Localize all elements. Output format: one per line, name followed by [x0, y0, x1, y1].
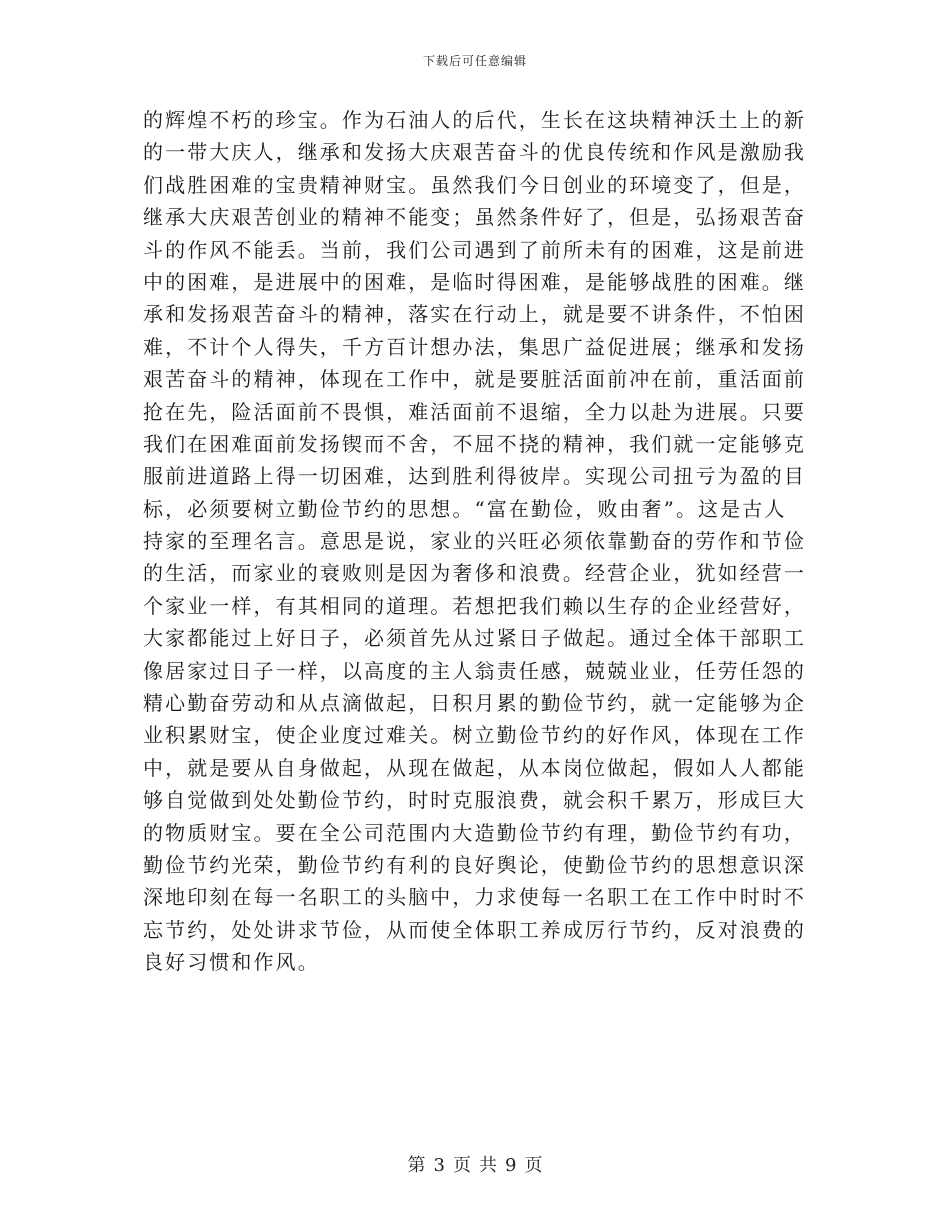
body-line: 业积累财宝，使企业度过难关。树立勤俭节约的好作风，体现在工作 [143, 723, 806, 748]
body-line: 中，就是要从自身做起，从现在做起，从本岗位做起，假如人人都能 [143, 755, 806, 780]
body-line: 忘节约，处处讲求节俭，从而使全体职工养成厉行节约，反对浪费的 [143, 917, 806, 942]
body-line: 抢在先，险活面前不畏惧，难活面前不退缩，全力以赴为进展。只要 [143, 399, 806, 424]
body-line: 良好习惯和作风。 [143, 950, 320, 975]
body-line: 承和发扬艰苦奋斗的精神，落实在行动上，就是要不讲条件，不怕困 [143, 302, 806, 327]
body-line: 中的困难，是进展中的困难，是临时得困难，是能够战胜的困难。继 [143, 269, 806, 294]
document-body [143, 104, 806, 979]
page-footer-total-word: 共 [479, 1155, 497, 1176]
current-page-number: 3 [433, 1155, 445, 1176]
page-footer-suffix: 页 [524, 1155, 543, 1176]
page-number-footer [0, 1151, 950, 1177]
page-footer-page-word: 页 [453, 1155, 471, 1176]
body-line: 的物质财宝。要在全公司范围内大造勤俭节约有理，勤俭节约有功， [143, 820, 806, 845]
body-line: 难，不计个人得失，千方百计想办法，集思广益促进展；继承和发扬 [143, 334, 806, 359]
body-line: 勤俭节约光荣，勤俭节约有利的良好舆论，使勤俭节约的思想意识深 [143, 852, 806, 877]
body-line: 继承大庆艰苦创业的精神不能变；虽然条件好了，但是，弘扬艰苦奋 [143, 205, 806, 230]
body-line: 够自觉做到处处勤俭节约，时时克服浪费，就会积千累万，形成巨大 [143, 788, 806, 813]
body-line: 艰苦奋斗的精神，体现在工作中，就是要脏活面前冲在前，重活面前 [143, 367, 806, 392]
body-line: 斗的作风不能丢。当前，我们公司遇到了前所未有的困难，这是前进 [143, 237, 806, 262]
body-line: 精心勤奋劳动和从点滴做起，日积月累的勤俭节约，就一定能够为企 [143, 691, 806, 716]
body-line: 服前进道路上得一切困难，达到胜利得彼岸。实现公司扭亏为盈的目 [143, 464, 806, 489]
body-line: 的辉煌不朽的珍宝。作为石油人的后代，生长在这块精神沃土上的新 [143, 108, 806, 132]
body-line: 深地印刻在每一名职工的头脑中，力求使每一名职工在工作中时时不 [143, 885, 806, 910]
body-line: 个家业一样，有其相同的道理。若想把我们赖以生存的企业经营好， [143, 593, 806, 618]
body-line: 持家的至理名言。意思是说，家业的兴旺必须依靠勤奋的劳作和节俭 [143, 529, 806, 554]
page-footer-prefix: 第 [407, 1155, 426, 1176]
body-line: 像居家过日子一样，以高度的主人翁责任感，兢兢业业，任劳任怨的 [143, 658, 806, 683]
body-line: 的一带大庆人，继承和发扬大庆艰苦奋斗的优良传统和作风是激励我 [143, 140, 806, 165]
body-line: 大家都能过上好日子，必须首先从过紧日子做起。通过全体干部职工 [143, 626, 806, 651]
total-page-count: 9 [505, 1155, 517, 1176]
body-line: 的生活，而家业的衰败则是因为奢侈和浪费。经营企业，犹如经营一 [143, 561, 806, 586]
page-header-note: 下载后可任意编辑 [422, 54, 527, 68]
body-line: 标，必须要树立勤俭节约的思想。“富在勤俭，败由奢”。这是古人 [143, 496, 787, 521]
body-line: 们战胜困难的宝贵精神财宝。虽然我们今日创业的环境变了，但是， [143, 172, 806, 197]
body-line: 我们在困难面前发扬锲而不舍，不屈不挠的精神，我们就一定能够克 [143, 431, 806, 456]
